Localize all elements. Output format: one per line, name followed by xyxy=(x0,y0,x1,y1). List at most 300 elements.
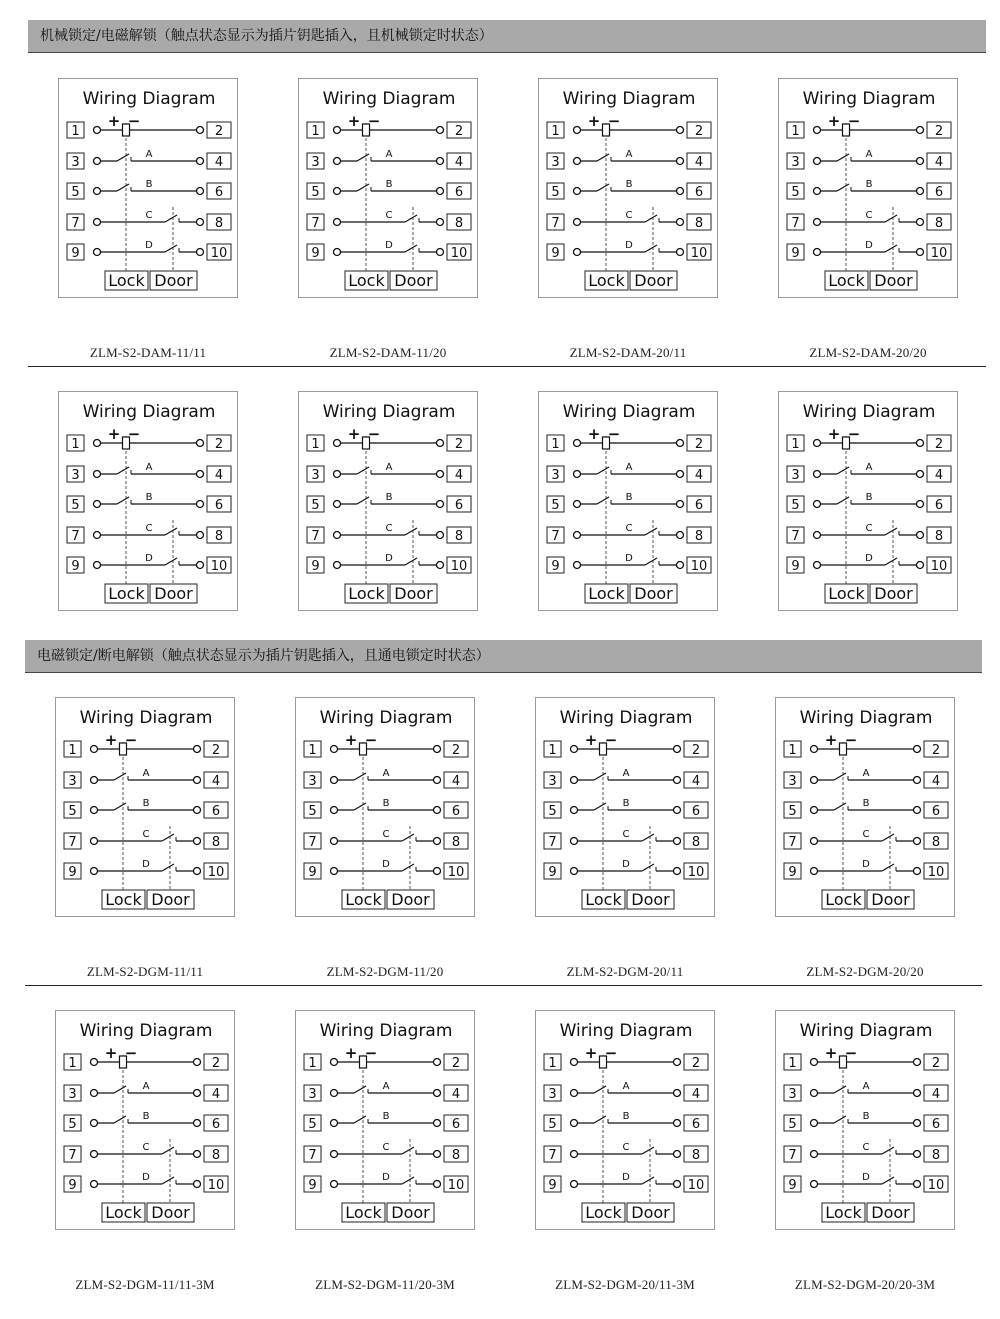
terminal-label-right: 2 xyxy=(451,743,461,758)
terminal-label-left: 5 xyxy=(551,185,560,200)
terminal-label-right: 10 xyxy=(210,559,228,574)
terminal-circle xyxy=(917,127,924,134)
wiring-diagram-graphic xyxy=(779,79,959,299)
terminal-label-right: 10 xyxy=(450,559,468,574)
terminal-circle xyxy=(437,127,444,134)
contact-blade xyxy=(354,1116,366,1123)
terminal-circle xyxy=(197,158,204,165)
terminal-circle xyxy=(197,249,204,256)
terminal-circle xyxy=(571,1120,578,1127)
wiring-diagram-graphic xyxy=(299,392,479,612)
terminal-label-left: 1 xyxy=(68,743,77,758)
terminal-label-left: 9 xyxy=(68,865,77,880)
coil-plus-label: + xyxy=(104,731,118,749)
terminal-label-left: 9 xyxy=(68,1178,77,1193)
terminal-circle xyxy=(437,501,444,508)
door-label: Door xyxy=(874,584,913,603)
terminal-label-right: 10 xyxy=(687,1178,705,1193)
terminal-label-right: 10 xyxy=(207,865,225,880)
contact-blade xyxy=(597,154,609,161)
diagram-title: Wiring Diagram xyxy=(559,1021,693,1041)
contact-blade xyxy=(642,864,654,871)
terminal-circle xyxy=(814,219,821,226)
terminal-label-left: 7 xyxy=(791,216,800,231)
terminal-circle xyxy=(574,249,581,256)
terminal-label-left: 1 xyxy=(308,1056,317,1071)
terminal-label-right: 4 xyxy=(451,774,461,789)
contact-blade xyxy=(354,773,366,780)
terminal-circle xyxy=(917,501,924,508)
contact-label: A xyxy=(622,768,630,779)
terminal-circle xyxy=(677,471,684,478)
terminal-circle xyxy=(434,807,441,814)
terminal-label-right: 2 xyxy=(691,743,701,758)
wiring-diagram-graphic xyxy=(56,698,236,918)
terminal-label-right: 4 xyxy=(214,155,224,170)
contact-blade xyxy=(885,245,897,252)
terminal-circle xyxy=(437,532,444,539)
terminal-label-right: 4 xyxy=(211,1087,221,1102)
row-separator xyxy=(28,366,986,367)
terminal-circle xyxy=(571,746,578,753)
contact-blade xyxy=(645,245,657,252)
contact-label: B xyxy=(862,1111,870,1122)
contact-blade xyxy=(117,467,129,474)
contact-blade xyxy=(594,1086,606,1093)
coil-plus-label: + xyxy=(347,112,361,130)
contact-blade xyxy=(645,558,657,565)
terminal-label-left: 7 xyxy=(311,216,320,231)
door-label: Door xyxy=(631,890,670,909)
contact-label: C xyxy=(145,210,153,221)
coil-minus-label: − xyxy=(124,1044,138,1062)
terminal-circle xyxy=(434,1181,441,1188)
model-caption: ZLM-S2-DGM-11/11-3M xyxy=(75,1277,215,1292)
terminal-label-left: 9 xyxy=(788,1178,797,1193)
terminal-label-left: 3 xyxy=(311,468,320,483)
terminal-circle xyxy=(334,471,341,478)
terminal-label-right: 10 xyxy=(450,246,468,261)
terminal-label-left: 9 xyxy=(548,1178,557,1193)
contact-blade xyxy=(642,834,654,841)
contact-label: A xyxy=(625,149,633,160)
door-label: Door xyxy=(631,1203,670,1222)
diagram-title: Wiring Diagram xyxy=(82,89,216,109)
coil-minus-label: − xyxy=(607,425,621,443)
model-caption: ZLM-S2-DAM-11/20 xyxy=(329,345,447,360)
wiring-diagram-graphic xyxy=(776,698,956,918)
contact-blade xyxy=(357,467,369,474)
terminal-circle xyxy=(197,188,204,195)
contact-blade xyxy=(882,1177,894,1184)
terminal-label-right: 4 xyxy=(454,468,464,483)
terminal-circle xyxy=(197,440,204,447)
terminal-circle xyxy=(437,471,444,478)
lock-label: Lock xyxy=(105,890,142,909)
terminal-label-left: 3 xyxy=(311,155,320,170)
terminal-circle xyxy=(674,868,681,875)
terminal-circle xyxy=(331,838,338,845)
terminal-label-left: 1 xyxy=(71,437,80,452)
terminal-circle xyxy=(571,807,578,814)
terminal-circle xyxy=(194,746,201,753)
contact-blade xyxy=(165,528,177,535)
contact-label: A xyxy=(865,462,873,473)
contact-blade xyxy=(165,215,177,222)
terminal-circle xyxy=(91,1090,98,1097)
terminal-circle xyxy=(814,440,821,447)
terminal-circle xyxy=(194,1059,201,1066)
contact-blade xyxy=(882,1147,894,1154)
lock-label: Lock xyxy=(348,271,385,290)
coil-plus-label: + xyxy=(347,425,361,443)
contact-blade xyxy=(165,245,177,252)
terminal-label-left: 1 xyxy=(548,743,557,758)
terminal-label-left: 5 xyxy=(548,804,557,819)
terminal-circle xyxy=(811,868,818,875)
terminal-circle xyxy=(437,188,444,195)
terminal-label-left: 5 xyxy=(308,804,317,819)
terminal-label-left: 1 xyxy=(311,437,320,452)
terminal-circle xyxy=(94,249,101,256)
terminal-label-right: 10 xyxy=(930,559,948,574)
terminal-label-left: 7 xyxy=(71,216,80,231)
terminal-circle xyxy=(197,501,204,508)
contact-label: A xyxy=(382,1081,390,1092)
terminal-circle xyxy=(437,219,444,226)
terminal-circle xyxy=(914,746,921,753)
terminal-label-left: 3 xyxy=(68,774,77,789)
contact-label: B xyxy=(865,179,873,190)
terminal-label-right: 2 xyxy=(211,1056,221,1071)
terminal-label-right: 4 xyxy=(931,1087,941,1102)
terminal-label-left: 1 xyxy=(68,1056,77,1071)
terminal-label-left: 9 xyxy=(788,865,797,880)
contact-label: A xyxy=(625,462,633,473)
contact-blade xyxy=(402,834,414,841)
terminal-label-right: 8 xyxy=(934,216,944,231)
row-separator xyxy=(25,985,982,986)
terminal-circle xyxy=(434,868,441,875)
terminal-circle xyxy=(331,868,338,875)
contact-blade xyxy=(885,558,897,565)
terminal-circle xyxy=(917,471,924,478)
coil-minus-label: − xyxy=(127,112,141,130)
lock-label: Lock xyxy=(345,1203,382,1222)
terminal-label-left: 3 xyxy=(548,774,557,789)
contact-label: D xyxy=(625,240,633,251)
diagram-title: Wiring Diagram xyxy=(319,1021,453,1041)
contact-blade xyxy=(882,864,894,871)
terminal-label-right: 6 xyxy=(454,185,464,200)
terminal-label-left: 5 xyxy=(71,498,80,513)
terminal-label-right: 2 xyxy=(934,437,944,452)
terminal-circle xyxy=(811,1151,818,1158)
terminal-label-right: 4 xyxy=(691,774,701,789)
contact-blade xyxy=(162,1147,174,1154)
coil-minus-label: − xyxy=(604,1044,618,1062)
contact-blade xyxy=(405,528,417,535)
terminal-label-right: 4 xyxy=(214,468,224,483)
terminal-circle xyxy=(197,219,204,226)
door-label: Door xyxy=(154,584,193,603)
contact-blade xyxy=(405,558,417,565)
terminal-circle xyxy=(914,838,921,845)
contact-label: C xyxy=(862,1142,870,1153)
terminal-label-right: 4 xyxy=(691,1087,701,1102)
lock-label: Lock xyxy=(588,271,625,290)
contact-blade xyxy=(837,154,849,161)
wiring-diagram-graphic xyxy=(56,1011,236,1231)
terminal-label-left: 3 xyxy=(71,155,80,170)
coil-plus-label: + xyxy=(107,112,121,130)
door-label: Door xyxy=(154,271,193,290)
door-label: Door xyxy=(391,890,430,909)
terminal-circle xyxy=(574,188,581,195)
contact-blade xyxy=(165,558,177,565)
contact-blade xyxy=(885,215,897,222)
contact-label: B xyxy=(622,1111,630,1122)
terminal-circle xyxy=(914,1059,921,1066)
terminal-circle xyxy=(677,532,684,539)
terminal-circle xyxy=(334,219,341,226)
lock-label: Lock xyxy=(105,1203,142,1222)
wiring-diagram-graphic xyxy=(296,698,476,918)
contact-label: D xyxy=(385,553,393,564)
terminal-label-right: 6 xyxy=(451,1117,461,1132)
terminal-circle xyxy=(811,838,818,845)
terminal-label-right: 8 xyxy=(931,1148,941,1163)
contact-label: C xyxy=(382,1142,390,1153)
door-label: Door xyxy=(151,1203,190,1222)
terminal-circle xyxy=(574,501,581,508)
lock-label: Lock xyxy=(588,584,625,603)
diagram-title: Wiring Diagram xyxy=(319,708,453,728)
terminal-circle xyxy=(437,158,444,165)
terminal-label-left: 1 xyxy=(788,743,797,758)
terminal-label-left: 9 xyxy=(791,559,800,574)
contact-label: B xyxy=(142,1111,150,1122)
terminal-circle xyxy=(94,471,101,478)
terminal-circle xyxy=(914,1120,921,1127)
coil-plus-label: + xyxy=(587,425,601,443)
coil-minus-label: − xyxy=(127,425,141,443)
terminal-circle xyxy=(674,1059,681,1066)
terminal-label-right: 6 xyxy=(211,804,221,819)
contact-blade xyxy=(117,154,129,161)
terminal-circle xyxy=(91,838,98,845)
contact-label: B xyxy=(865,492,873,503)
terminal-circle xyxy=(677,440,684,447)
terminal-label-right: 8 xyxy=(931,835,941,850)
contact-blade xyxy=(834,803,846,810)
terminal-label-left: 7 xyxy=(548,1148,557,1163)
terminal-circle xyxy=(94,501,101,508)
terminal-label-left: 5 xyxy=(308,1117,317,1132)
lock-label: Lock xyxy=(348,584,385,603)
terminal-circle xyxy=(571,777,578,784)
terminal-label-left: 1 xyxy=(791,124,800,139)
wiring-diagram-card xyxy=(538,78,718,298)
diagram-title: Wiring Diagram xyxy=(799,708,933,728)
contact-label: B xyxy=(382,798,390,809)
terminal-label-left: 9 xyxy=(308,1178,317,1193)
model-caption: ZLM-S2-DGM-20/11 xyxy=(566,964,684,979)
model-caption: ZLM-S2-DGM-11/20-3M xyxy=(315,1277,455,1292)
contact-label: B xyxy=(622,798,630,809)
terminal-circle xyxy=(677,188,684,195)
coil-plus-label: + xyxy=(827,425,841,443)
contact-blade xyxy=(117,497,129,504)
terminal-label-right: 4 xyxy=(694,468,704,483)
terminal-label-left: 7 xyxy=(308,835,317,850)
terminal-circle xyxy=(814,471,821,478)
terminal-circle xyxy=(437,249,444,256)
terminal-circle xyxy=(914,777,921,784)
terminal-label-right: 2 xyxy=(691,1056,701,1071)
wiring-diagram-graphic xyxy=(296,1011,476,1231)
wiring-diagram-card xyxy=(55,1010,235,1230)
coil-plus-label: + xyxy=(824,731,838,749)
terminal-circle xyxy=(91,1059,98,1066)
terminal-circle xyxy=(814,249,821,256)
terminal-circle xyxy=(917,440,924,447)
contact-label: B xyxy=(145,492,153,503)
terminal-circle xyxy=(811,1090,818,1097)
contact-label: B xyxy=(385,492,393,503)
terminal-label-left: 3 xyxy=(308,774,317,789)
contact-label: C xyxy=(142,1142,150,1153)
terminal-circle xyxy=(674,838,681,845)
terminal-label-left: 7 xyxy=(308,1148,317,1163)
terminal-circle xyxy=(914,807,921,814)
lock-label: Lock xyxy=(585,890,622,909)
wiring-diagram-card xyxy=(298,78,478,298)
contact-label: C xyxy=(622,1142,630,1153)
terminal-circle xyxy=(574,471,581,478)
terminal-circle xyxy=(434,746,441,753)
model-caption: ZLM-S2-DGM-20/11-3M xyxy=(555,1277,695,1292)
door-label: Door xyxy=(634,271,673,290)
contact-blade xyxy=(114,773,126,780)
terminal-circle xyxy=(331,1120,338,1127)
terminal-label-left: 7 xyxy=(788,1148,797,1163)
coil-minus-label: − xyxy=(367,425,381,443)
terminal-label-right: 8 xyxy=(214,529,224,544)
diagram-title: Wiring Diagram xyxy=(802,402,936,422)
terminal-circle xyxy=(917,219,924,226)
terminal-circle xyxy=(811,777,818,784)
model-caption: ZLM-S2-DGM-11/20 xyxy=(326,964,444,979)
terminal-circle xyxy=(197,532,204,539)
coil-minus-label: − xyxy=(364,731,378,749)
wiring-diagram-graphic xyxy=(776,1011,956,1231)
contact-label: A xyxy=(382,768,390,779)
terminal-label-left: 5 xyxy=(788,804,797,819)
terminal-label-right: 4 xyxy=(451,1087,461,1102)
terminal-circle xyxy=(574,127,581,134)
wiring-diagram-graphic xyxy=(59,79,239,299)
terminal-label-left: 5 xyxy=(311,498,320,513)
terminal-circle xyxy=(571,1059,578,1066)
terminal-label-left: 7 xyxy=(68,1148,77,1163)
terminal-circle xyxy=(331,1151,338,1158)
contact-label: D xyxy=(385,240,393,251)
terminal-circle xyxy=(574,532,581,539)
terminal-circle xyxy=(677,219,684,226)
terminal-circle xyxy=(331,1059,338,1066)
terminal-circle xyxy=(194,1120,201,1127)
contact-blade xyxy=(357,497,369,504)
coil-minus-label: − xyxy=(844,731,858,749)
diagram-title: Wiring Diagram xyxy=(559,708,693,728)
model-caption: ZLM-S2-DGM-20/20-3M xyxy=(794,1277,936,1292)
terminal-label-right: 4 xyxy=(454,155,464,170)
contact-label: D xyxy=(145,553,153,564)
door-label: Door xyxy=(874,271,913,290)
terminal-circle xyxy=(914,868,921,875)
coil-minus-label: − xyxy=(124,731,138,749)
terminal-label-left: 3 xyxy=(551,468,560,483)
contact-label: C xyxy=(865,210,873,221)
terminal-circle xyxy=(571,1090,578,1097)
terminal-label-left: 7 xyxy=(788,835,797,850)
terminal-label-right: 2 xyxy=(454,124,464,139)
diagram-title: Wiring Diagram xyxy=(562,89,696,109)
contact-label: C xyxy=(385,210,393,221)
contact-label: C xyxy=(382,829,390,840)
diagram-title: Wiring Diagram xyxy=(82,402,216,422)
terminal-label-right: 2 xyxy=(931,743,941,758)
terminal-circle xyxy=(334,562,341,569)
coil-plus-label: + xyxy=(344,731,358,749)
terminal-label-left: 7 xyxy=(548,835,557,850)
terminal-label-right: 2 xyxy=(694,124,704,139)
coil-plus-label: + xyxy=(107,425,121,443)
terminal-circle xyxy=(94,562,101,569)
contact-label: B xyxy=(625,492,633,503)
terminal-circle xyxy=(194,1151,201,1158)
terminal-circle xyxy=(194,838,201,845)
terminal-circle xyxy=(674,746,681,753)
terminal-label-right: 8 xyxy=(934,529,944,544)
terminal-label-right: 8 xyxy=(451,835,461,850)
terminal-label-right: 2 xyxy=(694,437,704,452)
wiring-diagram-card xyxy=(58,78,238,298)
terminal-circle xyxy=(91,868,98,875)
terminal-circle xyxy=(914,1151,921,1158)
contact-blade xyxy=(357,154,369,161)
terminal-label-left: 1 xyxy=(311,124,320,139)
coil-minus-label: − xyxy=(844,1044,858,1062)
terminal-circle xyxy=(434,1090,441,1097)
terminal-circle xyxy=(914,1090,921,1097)
terminal-label-right: 2 xyxy=(934,124,944,139)
contact-label: D xyxy=(865,553,873,564)
wiring-diagram-graphic xyxy=(539,392,719,612)
terminal-circle xyxy=(194,777,201,784)
terminal-circle xyxy=(571,868,578,875)
lock-label: Lock xyxy=(828,584,865,603)
terminal-circle xyxy=(194,1181,201,1188)
terminal-label-left: 7 xyxy=(551,216,560,231)
wiring-diagram-card xyxy=(778,391,958,611)
terminal-circle xyxy=(434,1120,441,1127)
door-label: Door xyxy=(394,584,433,603)
coil-minus-label: − xyxy=(604,731,618,749)
terminal-label-right: 6 xyxy=(451,804,461,819)
terminal-circle xyxy=(674,1120,681,1127)
